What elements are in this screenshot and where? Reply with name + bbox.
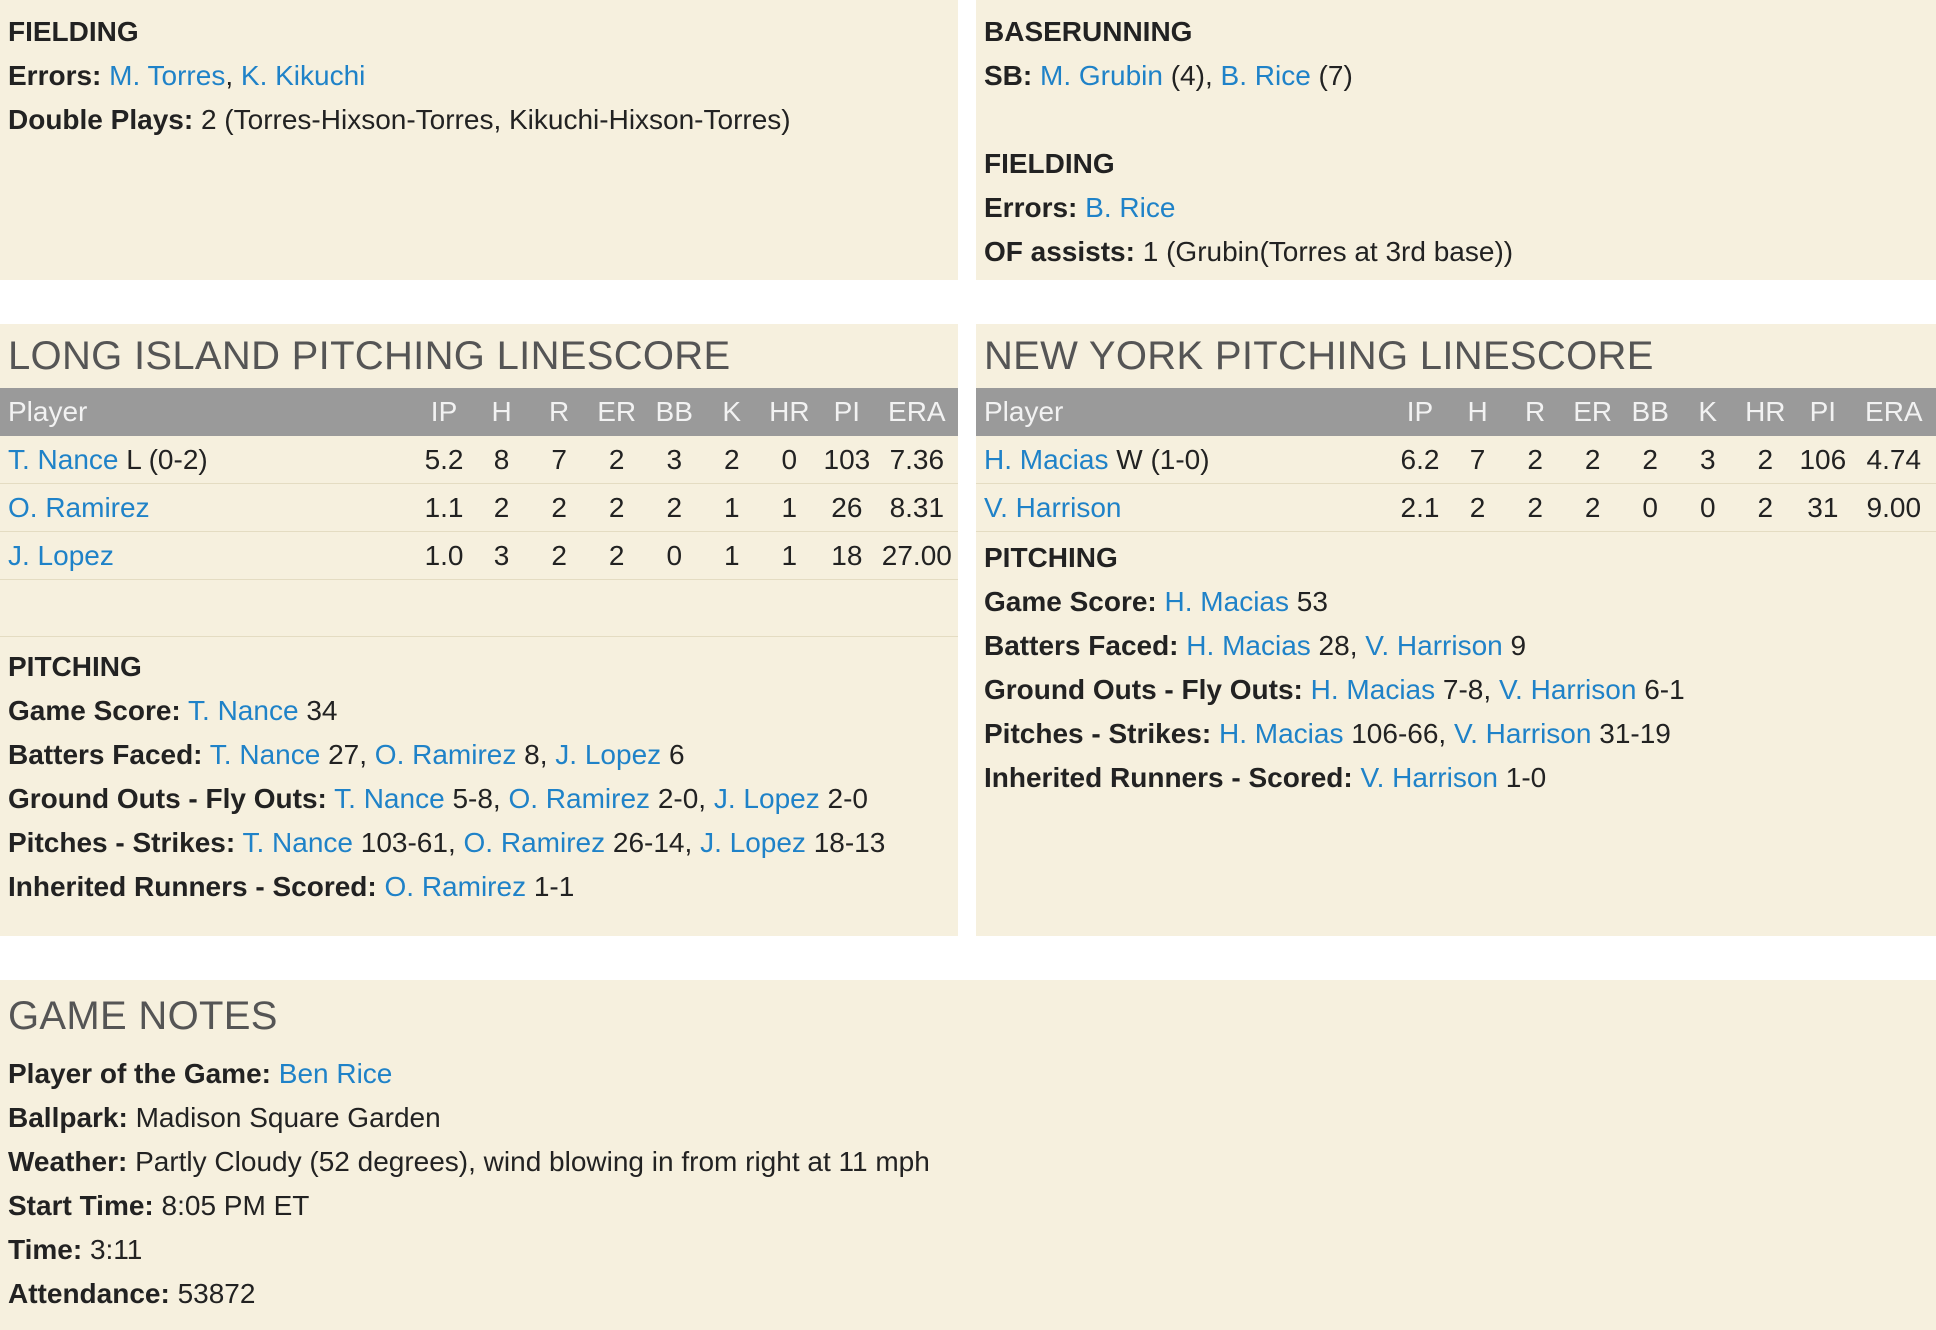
player-link[interactable]: V. Harrison	[1453, 718, 1592, 749]
player-link[interactable]: J. Lopez	[555, 739, 662, 770]
stat-value: 6-1	[1644, 674, 1685, 705]
player-link[interactable]: V. Harrison	[1365, 630, 1503, 661]
stat-cell: 2	[588, 484, 646, 532]
stat-value: 6	[668, 739, 685, 770]
error-player-link[interactable]: K. Kikuchi	[240, 60, 366, 91]
fielding-heading: FIELDING	[984, 148, 1115, 179]
stolen-bases-line	[984, 54, 1928, 98]
double-plays-value: 2 (Torres-Hixson-Torres, Kikuchi-Hixson-Torres)	[200, 104, 791, 135]
pitching-linescore-table	[0, 388, 958, 580]
sb-player-link[interactable]: M. Grubin	[1040, 60, 1163, 91]
weather-label: Weather:	[8, 1146, 128, 1177]
table-header-row	[0, 388, 958, 436]
attendance-value: 53872	[177, 1278, 256, 1309]
weather-value: Partly Cloudy (52 degrees), wind blowing in from right at 11 mph	[135, 1146, 930, 1177]
stat-cell: 2	[530, 484, 588, 532]
game-time-value: 3:11	[89, 1234, 143, 1265]
stat-cell: 8.31	[876, 484, 958, 532]
attendance-line	[8, 1272, 1928, 1316]
player-link[interactable]: V. Harrison	[1498, 674, 1637, 705]
column-header: ER	[1573, 396, 1613, 427]
panel-title: LONG ISLAND PITCHING LINESCORE	[8, 334, 731, 378]
game-score-label: Game Score:	[8, 695, 181, 726]
stat-cell: 1	[703, 484, 761, 532]
player-link[interactable]: H. Macias	[1310, 674, 1436, 705]
player-of-game-line	[8, 1052, 1928, 1096]
pitches-strikes-label: Pitches - Strikes:	[984, 718, 1212, 749]
stat-cell: 2	[1506, 436, 1564, 484]
batters-faced-label: Batters Faced:	[8, 739, 203, 770]
stat-cell: 2	[1737, 436, 1795, 484]
weather-line	[8, 1140, 1928, 1184]
stat-cell: 2	[703, 436, 761, 484]
player-cell	[976, 436, 1391, 484]
decision-note: L (0-2)	[126, 443, 208, 475]
player-link[interactable]: O. Ramirez	[384, 871, 527, 902]
stat-cell: 0	[1679, 484, 1737, 532]
attendance-label: Attendance:	[8, 1278, 170, 1309]
error-player-link[interactable]: B. Rice	[1085, 192, 1176, 223]
table-row	[0, 484, 958, 532]
errors-line	[8, 54, 950, 98]
pitches-strikes-line	[8, 821, 950, 865]
comma: ,	[225, 60, 234, 91]
player-cell	[0, 484, 415, 532]
stat-value: 7-8,	[1442, 674, 1492, 705]
fielding-heading: FIELDING	[8, 16, 139, 47]
stat-cell: 5.2	[415, 436, 473, 484]
player-link[interactable]: Ben Rice	[278, 1058, 393, 1089]
ground-fly-outs-line	[8, 777, 950, 821]
of-assists-label: OF assists:	[984, 236, 1135, 267]
new-york-pitching-panel	[976, 324, 1936, 936]
stat-cell: 8	[473, 436, 531, 484]
inherited-runners-label: Inherited Runners - Scored:	[984, 762, 1353, 793]
ground-fly-outs-line	[984, 668, 1928, 712]
column-header: ERA	[888, 396, 946, 427]
player-link[interactable]: T. Nance	[242, 827, 353, 858]
table-row	[0, 532, 958, 580]
column-header: PI	[833, 396, 861, 427]
stat-cell: 2	[645, 484, 703, 532]
stat-value: 31-19	[1599, 718, 1671, 749]
divider	[0, 580, 958, 637]
column-header: ER	[597, 396, 637, 427]
column-header: HR	[769, 396, 810, 427]
column-header: Player	[8, 396, 88, 427]
pitching-linescore-table	[976, 388, 1936, 532]
stat-value: 28,	[1318, 630, 1358, 661]
player-link[interactable]: V. Harrison	[984, 491, 1122, 523]
ballpark-value: Madison Square Garden	[135, 1102, 441, 1133]
column-header: PI	[1809, 396, 1837, 427]
sb-label: SB:	[984, 60, 1033, 91]
stat-cell: 2	[1506, 484, 1564, 532]
player-link[interactable]: H. Macias	[1218, 718, 1344, 749]
stat-cell: 2	[1564, 436, 1622, 484]
stat-cell: 3	[473, 532, 531, 580]
game-score-label: Game Score:	[984, 586, 1157, 617]
stat-value: 8,	[524, 739, 548, 770]
stat-cell: 2	[588, 436, 646, 484]
stat-cell: 18	[818, 532, 876, 580]
column-header: ERA	[1865, 396, 1923, 427]
table-row	[976, 436, 1936, 484]
pitching-heading: PITCHING	[984, 542, 1118, 573]
player-link[interactable]: T. Nance	[188, 695, 299, 726]
stat-value: 5-8,	[452, 783, 501, 814]
player-cell	[0, 532, 415, 580]
column-header: HR	[1745, 396, 1786, 427]
panel-title: GAME NOTES	[8, 994, 278, 1038]
player-link[interactable]: H. Macias	[1186, 630, 1311, 661]
stat-cell: 0	[761, 436, 819, 484]
panel-title: NEW YORK PITCHING LINESCORE	[984, 334, 1654, 378]
stat-cell: 4.74	[1852, 436, 1936, 484]
stat-cell: 3	[1679, 436, 1737, 484]
stat-value: 9	[1510, 630, 1527, 661]
stat-cell: 7	[1449, 436, 1507, 484]
player-link[interactable]: H. Macias	[1164, 586, 1289, 617]
stat-cell: 1.0	[415, 532, 473, 580]
batters-faced-line	[8, 733, 950, 777]
stat-cell: 31	[1794, 484, 1852, 532]
player-link[interactable]: H. Macias	[984, 443, 1109, 475]
ground-fly-outs-label: Ground Outs - Fly Outs:	[8, 783, 327, 814]
sb-count: (7)	[1318, 60, 1353, 91]
stat-value: 2-0	[827, 783, 868, 814]
game-time-line	[8, 1228, 1928, 1272]
table-header-row	[976, 388, 1936, 436]
player-link[interactable]: V. Harrison	[1360, 762, 1498, 793]
stat-cell: 2	[473, 484, 531, 532]
stat-cell: 1	[703, 532, 761, 580]
stat-cell: 7.36	[876, 436, 958, 484]
column-header: R	[1524, 396, 1546, 427]
errors-label: Errors:	[8, 60, 102, 91]
pitches-strikes-line	[984, 712, 1928, 756]
player-link[interactable]: O. Ramirez	[463, 827, 606, 858]
ground-fly-outs-label: Ground Outs - Fly Outs:	[984, 674, 1303, 705]
player-link[interactable]: T. Nance	[334, 783, 445, 814]
ballpark-line	[8, 1096, 1928, 1140]
top-right-panel	[976, 0, 1936, 280]
column-header: K	[722, 396, 742, 427]
stat-cell: 2	[530, 532, 588, 580]
long-island-pitching-panel	[0, 324, 958, 936]
pitching-heading: PITCHING	[8, 651, 142, 682]
player-link[interactable]: O. Ramirez	[8, 491, 150, 523]
stat-cell: 6.2	[1391, 436, 1449, 484]
decision-note: W (1-0)	[1116, 443, 1210, 475]
player-link[interactable]: J. Lopez	[8, 539, 114, 571]
game-score-line	[8, 689, 950, 733]
stat-cell: 106	[1794, 436, 1852, 484]
stat-cell: 1	[761, 532, 819, 580]
column-header: IP	[1406, 396, 1434, 427]
stat-cell: 2	[588, 532, 646, 580]
player-link[interactable]: O. Ramirez	[508, 783, 651, 814]
column-header: BB	[1631, 396, 1669, 427]
game-score-line	[984, 580, 1928, 624]
column-header: R	[549, 396, 570, 427]
stat-cell: 26	[818, 484, 876, 532]
potg-label: Player of the Game:	[8, 1058, 271, 1089]
game-time-label: Time:	[8, 1234, 83, 1265]
of-assists-line	[984, 230, 1928, 274]
stat-cell: 0	[1621, 484, 1679, 532]
column-header: H	[1467, 396, 1488, 427]
column-header: H	[491, 396, 512, 427]
stat-value: 26-14,	[612, 827, 693, 858]
baserunning-heading: BASERUNNING	[984, 16, 1193, 47]
inherited-runners-line	[984, 756, 1928, 800]
inherited-runners-line	[8, 865, 950, 909]
pitches-strikes-label: Pitches - Strikes:	[8, 827, 236, 858]
stat-cell: 103	[818, 436, 876, 484]
batters-faced-label: Batters Faced:	[984, 630, 1179, 661]
start-time-value: 8:05 PM ET	[161, 1190, 310, 1221]
stat-value: 1-1	[533, 871, 575, 902]
player-cell	[976, 484, 1391, 532]
stat-cell: 9.00	[1852, 484, 1936, 532]
start-time-label: Start Time:	[8, 1190, 154, 1221]
column-header: Player	[984, 396, 1064, 427]
stat-cell: 2.1	[1391, 484, 1449, 532]
player-cell	[0, 436, 415, 484]
game-score-value: 34	[306, 695, 338, 726]
errors-line	[984, 186, 1928, 230]
sb-player-link[interactable]: B. Rice	[1220, 60, 1311, 91]
error-player-link[interactable]: M. Torres	[109, 60, 226, 91]
stat-cell: 0	[645, 532, 703, 580]
stat-cell: 1.1	[415, 484, 473, 532]
table-row	[976, 484, 1936, 532]
player-link[interactable]: T. Nance	[8, 443, 119, 475]
stat-cell: 3	[645, 436, 703, 484]
stat-value: 106-66,	[1351, 718, 1447, 749]
stat-cell: 27.00	[876, 532, 958, 580]
stat-value: 18-13	[813, 827, 886, 858]
stat-cell: 1	[761, 484, 819, 532]
stat-value: 2-0,	[657, 783, 707, 814]
column-header: BB	[655, 396, 693, 427]
table-row	[0, 436, 958, 484]
errors-label: Errors:	[984, 192, 1078, 223]
stat-cell: 2	[1564, 484, 1622, 532]
column-header: K	[1698, 396, 1718, 427]
top-left-panel	[0, 0, 958, 280]
double-plays-line	[8, 98, 950, 142]
player-link[interactable]: J. Lopez	[713, 783, 820, 814]
ballpark-label: Ballpark:	[8, 1102, 128, 1133]
sb-count: (4),	[1170, 60, 1213, 91]
stat-value: 1-0	[1505, 762, 1547, 793]
player-link[interactable]: O. Ramirez	[374, 739, 517, 770]
player-link[interactable]: J. Lopez	[700, 827, 806, 858]
inherited-runners-label: Inherited Runners - Scored:	[8, 871, 377, 902]
stat-cell: 7	[530, 436, 588, 484]
game-score-value: 53	[1296, 586, 1328, 617]
stat-cell: 2	[1737, 484, 1795, 532]
double-plays-label: Double Plays:	[8, 104, 194, 135]
of-assists-value: 1 (Grubin(Torres at 3rd base))	[1142, 236, 1514, 267]
batters-faced-line	[984, 624, 1928, 668]
game-notes-panel	[0, 980, 1936, 1330]
stat-cell: 2	[1449, 484, 1507, 532]
player-link[interactable]: T. Nance	[209, 739, 321, 770]
column-header: IP	[430, 396, 458, 427]
stat-value: 27,	[328, 739, 368, 770]
stat-value: 103-61,	[360, 827, 456, 858]
start-time-line	[8, 1184, 1928, 1228]
stat-cell: 2	[1621, 436, 1679, 484]
